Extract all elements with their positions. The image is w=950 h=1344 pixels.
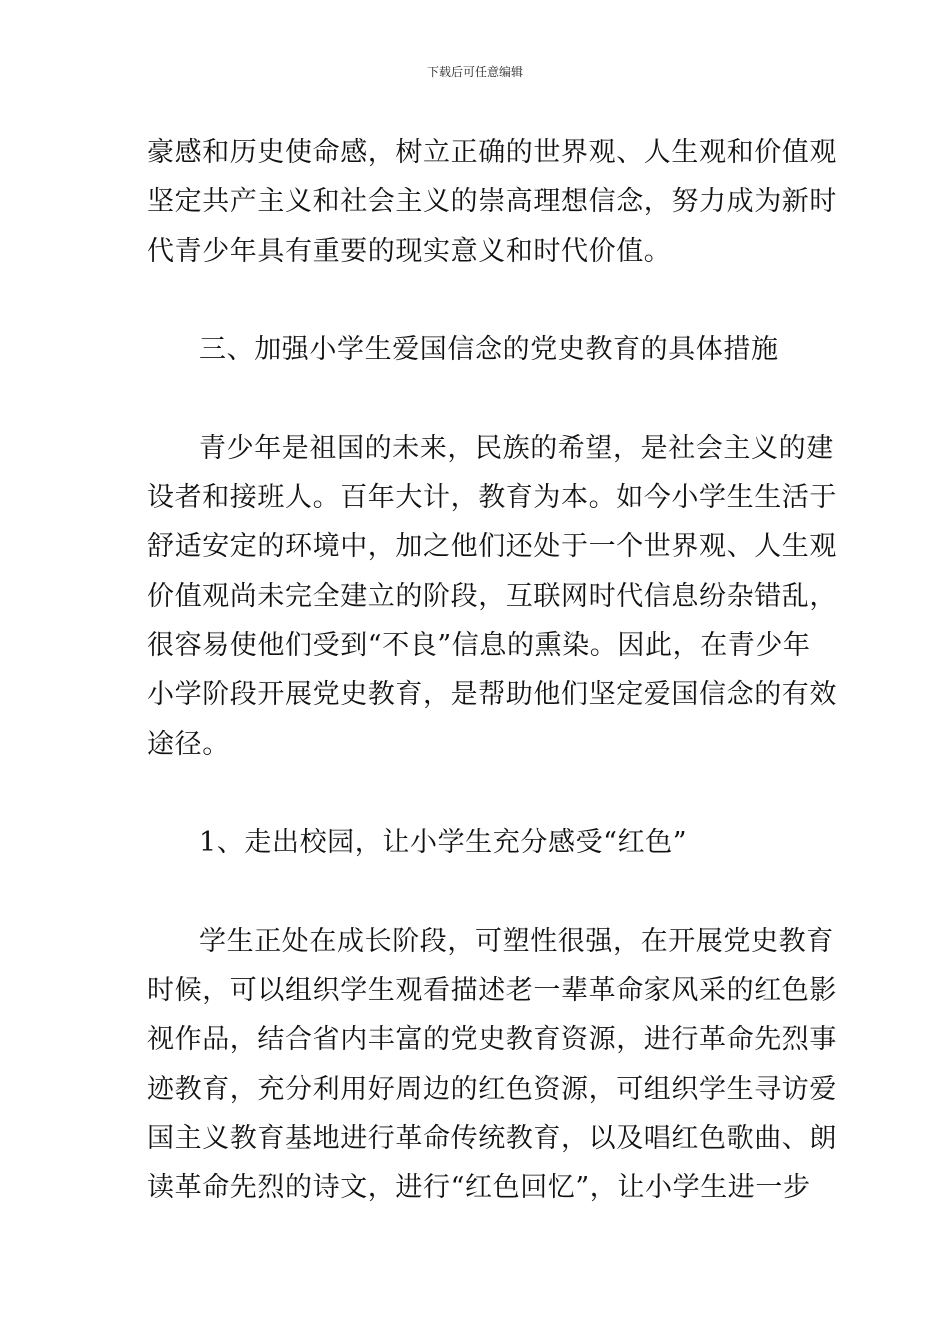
section-heading-three (147, 325, 807, 374)
text-line: 青少年是祖国的未来，民族的希望，是社会主义的建 (199, 432, 834, 464)
text-line: 价值观尚未完全建立的阶段，互联网时代信息纷杂错乱， (147, 580, 837, 612)
text-line: 读革命先烈的诗文，进行“红色回忆”，让小学生进一步 (147, 1172, 811, 1204)
text-line: 视作品，结合省内丰富的党史教育资源，进行革命先烈事 (147, 1024, 837, 1056)
paragraph-continuation (147, 128, 837, 276)
paragraph-gap (147, 374, 807, 423)
text-line: 迹教育，充分利用好周边的红色资源，可组织学生寻访爱 (147, 1073, 837, 1105)
text-line: 豪感和历史使命感，树立正确的世界观、人生观和价值观 (147, 137, 837, 168)
text-line: 国主义教育基地进行革命传统教育，以及唱红色歌曲、朗 (147, 1122, 837, 1154)
text-line: 代青少年具有重要的现实意义和时代价值。 (147, 235, 672, 267)
text-line: 学生正处在成长阶段，可塑性很强，在开展党史教育 (199, 925, 834, 957)
paragraph-youth (147, 424, 837, 769)
text-line: 时候，可以组织学生观看描述老一辈革命家风采的红色影 (147, 975, 837, 1007)
document-body (147, 128, 837, 1213)
subheading-one (147, 818, 807, 867)
text-line: 很容易使他们受到“不良”信息的熏染。因此，在青少年 (147, 629, 811, 661)
text-line: 小学阶段开展党史教育，是帮助他们坚定爱国信念的有效 (147, 679, 837, 711)
text-line: 坚定共产主义和社会主义的崇高理想信念，努力成为新时 (147, 186, 837, 218)
heading-line: 1、走出校园，让小学生充分感受“红色” (199, 827, 688, 859)
paragraph-gap (147, 867, 807, 916)
text-line: 舒适安定的环境中，加之他们还处于一个世界观、人生观 (147, 531, 837, 563)
paragraph-gap (147, 276, 807, 325)
page-header-note: 下载后可任意编辑 (426, 65, 523, 79)
paragraph-students (147, 917, 837, 1213)
text-line: 设者和接班人。百年大计，教育为本。如今小学生生活于 (147, 482, 837, 514)
heading-line: 三、加强小学生爱国信念的党史教育的具体措施 (199, 334, 779, 366)
text-line: 途径。 (147, 728, 230, 760)
paragraph-gap (147, 769, 807, 818)
